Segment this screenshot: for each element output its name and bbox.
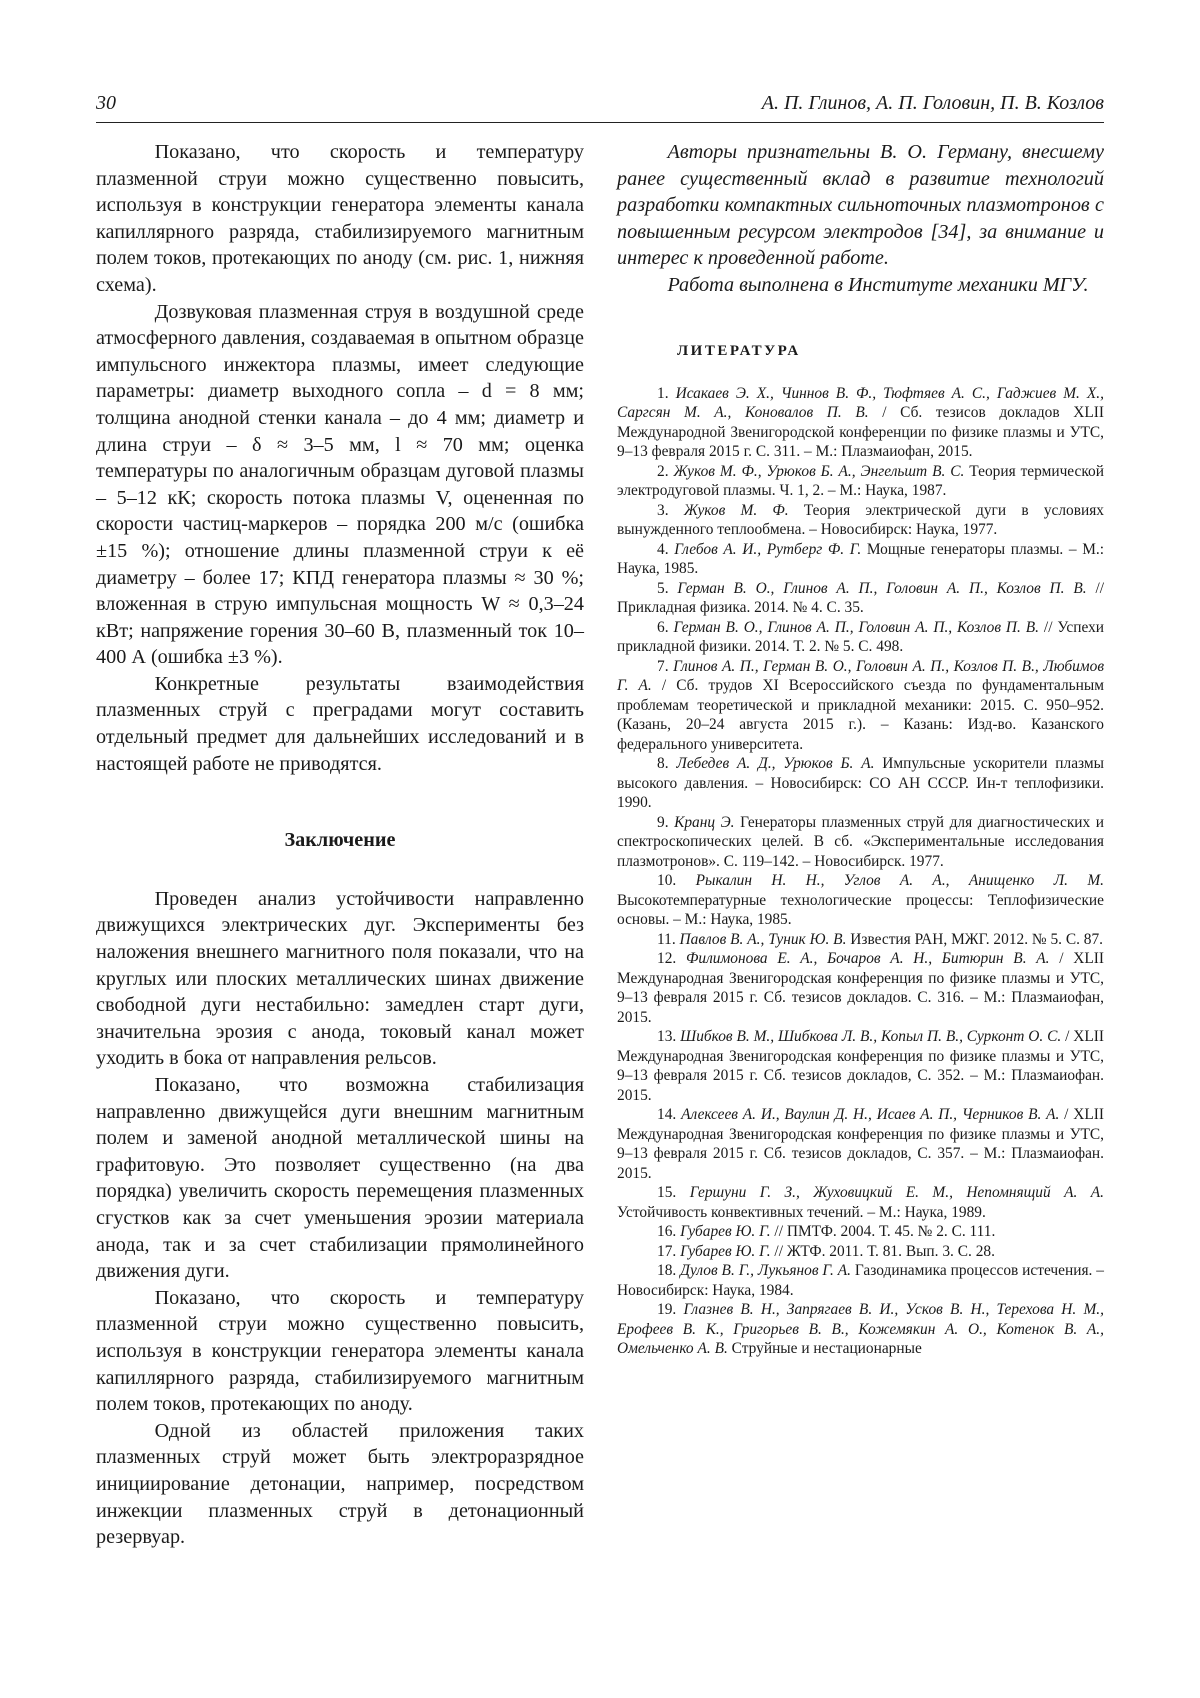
reference-text: Мощные генераторы плазмы. – М.: Наука, 1985. bbox=[617, 540, 1105, 578]
reference-number: 13. bbox=[657, 1028, 681, 1046]
reference-number: 5. bbox=[657, 579, 678, 597]
reference-number: 3. bbox=[657, 501, 684, 519]
reference-authors: Глебов А. И., Рутберг Ф. Г. bbox=[674, 540, 862, 558]
reference-item bbox=[617, 501, 1104, 540]
reference-authors: Исакаев Э. Х., Чиннов В. Ф., Тюфтяев А. С., Гаджиев М. Х., Саргсян М. А., Коновалов П. В. bbox=[617, 384, 1105, 422]
reference-text: // ЖТФ. 2011. Т. 81. Вып. 3. С. 28. bbox=[770, 1242, 995, 1260]
reference-item bbox=[617, 1183, 1104, 1222]
reference-authors: Жуков М. Ф. bbox=[683, 501, 789, 519]
reference-text: Струйные и нестационарные bbox=[727, 1340, 922, 1358]
reference-item bbox=[617, 1242, 1104, 1262]
reference-text: // Прикладная физика. 2014. № 4. С. 35. bbox=[617, 579, 1104, 617]
reference-authors: Глинов А. П., Герман В. О., Головин А. П., Козлов П. В., Любимов Г. А. bbox=[617, 657, 1105, 695]
right-column bbox=[617, 139, 1104, 1359]
reference-number: 16. bbox=[657, 1223, 681, 1241]
reference-number: 7. bbox=[657, 657, 674, 675]
reference-item bbox=[617, 462, 1104, 501]
reference-text: // ПМТФ. 2004. Т. 45. № 2. С. 111. bbox=[770, 1223, 996, 1241]
reference-number: 9. bbox=[657, 813, 675, 831]
reference-item bbox=[617, 754, 1104, 813]
reference-number: 1. bbox=[657, 384, 676, 402]
reference-authors: Губарев Ю. Г. bbox=[680, 1242, 771, 1260]
running-head-authors: А. П. Глинов, А. П. Головин, П. В. Козлов bbox=[761, 92, 1104, 114]
reference-authors: Глазнев В. Н., Запрягаев В. И., Усков В. Н., Терехова Н. М., Ерофеев В. К., Григорьев В. В., Кожемякин А. О., Котенок В. А., Омельченко А. В. bbox=[617, 1301, 1104, 1358]
reference-text: / Сб. тезисов докладов XLII Международной Звенигородской конференции по физике плазмы и УТС, 9–13 февраля 2015 г. С. 311. – М.: Плазмаиофан, 2015. bbox=[617, 404, 1105, 461]
reference-number: 10. bbox=[657, 872, 696, 890]
reference-authors: Герман В. О., Глинов А. П., Головин А. П., Козлов П. В. bbox=[677, 579, 1087, 597]
reference-authors: Губарев Ю. Г. bbox=[680, 1223, 771, 1241]
reference-item bbox=[617, 1027, 1104, 1105]
page-number: 30 bbox=[96, 92, 116, 114]
paragraph: Проведен анализ устойчивости направленно движущихся электрических дуг. Эксперименты без наложения внешнего магнитного поля показали, что на круглых или плоских металлических шинах движение свободной дуги нестабильно: замедлен старт дуги, значительна эрозия с анода, токовый канал может уходить в бока от направления рельсов. bbox=[96, 887, 584, 1070]
reference-authors: Кранц Э. bbox=[674, 813, 735, 831]
reference-authors: Дулов В. Г., Лукьянов Г. А. bbox=[680, 1262, 852, 1280]
reference-item bbox=[617, 1300, 1104, 1359]
reference-text: Газодинамика процессов истечения. – Новосибирск: Наука, 1984. bbox=[617, 1262, 1104, 1299]
reference-item bbox=[617, 540, 1104, 579]
reference-text: Теория электрической дуги в условиях вынужденного теплообмена. – Новосибирск: Наука, 1977. bbox=[617, 501, 1105, 539]
reference-number: 15. bbox=[657, 1184, 690, 1202]
reference-text: / XLII Международная Звенигородская конференция по физике плазмы и УТС, 9–13 февраля 2015 г. Сб. тезисов докладов. С. 316. – М.: Плазмаиофан, 2015. bbox=[617, 950, 1104, 1026]
reference-item bbox=[617, 618, 1104, 657]
reference-item bbox=[617, 871, 1104, 930]
reference-authors: Алексеев А. И., Ваулин Д. Н., Исаев А. П., Черников В. А. bbox=[681, 1106, 1060, 1124]
reference-item bbox=[617, 657, 1104, 755]
reference-item bbox=[617, 579, 1104, 618]
reference-authors: Жуков М. Ф., Урюков Б. А., Энгельшт В. С. bbox=[673, 462, 965, 480]
reference-number: 8. bbox=[657, 755, 677, 773]
reference-authors: Павлов В. А., Туник Ю. В. bbox=[679, 930, 847, 948]
reference-text: / Сб. трудов XI Всероссийского съезда по фундаментальным проблемам теоретической и прикладной механики: 2015. С. 950–952. (Казань, 20–24 августа 2015 г.). – Казань: Изд-во. Казанского федерального университета. bbox=[617, 677, 1104, 753]
reference-text: Импульсные ускорители плазмы высокого давления. – Новосибирск: СО АН СССР. Ин-т теплофизики. 1990. bbox=[617, 755, 1104, 812]
reference-text: Известия РАН, МЖГ. 2012. № 5. С. 87. bbox=[846, 930, 1104, 948]
paragraph: Показано, что скорость и температуру плазменной струи можно существенно повысить, используя в конструкции генератора элементы канала капиллярного разряда, стабилизируемого магнитным полем токов, протекающих по аноду. bbox=[96, 1286, 584, 1416]
reference-text: Генераторы плазменных струй для диагностических и спектроскопических целей. В сб. «Экспериментальные исследования плазмотронов». С. 119–142. – Новосибирск. 1977. bbox=[617, 813, 1105, 870]
reference-number: 12. bbox=[657, 950, 686, 968]
references-title: ЛИТЕРАТУРА bbox=[677, 342, 801, 359]
paragraph: Дозвуковая плазменная струя в воздушной среде атмосферного давления, создаваемая в опытном образце импульсного инжектора плазмы, имеет следующие параметры: диаметр выходного сопла – d = 8 мм; толщина анодной стенки канала – до 4 мм; диаметр и длина струи – δ ≈ 3–5 мм, l ≈ 70 мм; оценка температуры по аналогичным образцам дуговой плазмы – 5–12 кК; скорость потока плазмы V, оцененная по скорости частиц-маркеров – порядка 200 м/с (ошибка ±15 %); отношение длины плазменной струи к её диаметру – более 17; КПД генератора плазмы ≈ 30 %; вложенная в струю импульсная мощность W ≈ 0,3–24 кВт; напряжение горения 30–60 В, плазменный ток 10–400 А (ошибка ±3 %). bbox=[96, 300, 584, 669]
reference-item bbox=[617, 1261, 1104, 1300]
reference-item bbox=[617, 1222, 1104, 1242]
reference-authors: Гершуни Г. З., Жуховицкий Е. М., Непомнящий А. А. bbox=[689, 1184, 1104, 1202]
reference-text: Теория термической электродуговой плазмы. Ч. 1, 2. – М.: Наука, 1987. bbox=[617, 462, 1104, 500]
reference-text: / XLII Международная Звенигородская конференция по физике плазмы и УТС, 9–13 февраля 2015 г. Сб. тезисов докладов, С. 352. – М.: Плазмаиофан. 2015. bbox=[617, 1028, 1104, 1104]
reference-authors: Филимонова Е. А., Бочаров А. Н., Битюрин В. А. bbox=[686, 950, 1050, 968]
reference-item bbox=[617, 1105, 1104, 1183]
reference-number: 11. bbox=[657, 930, 680, 948]
left-column bbox=[96, 139, 584, 1551]
reference-authors: Рыкалин Н. Н., Углов А. А., Анищенко Л. М. bbox=[695, 872, 1104, 890]
reference-text: // Успехи прикладной физики. 2014. Т. 2. № 5. С. 498. bbox=[617, 618, 1105, 656]
reference-item bbox=[617, 384, 1104, 462]
reference-item bbox=[617, 813, 1104, 872]
reference-text: Высокотемпературные технологические процессы: Теплофизические основы. – М.: Наука, 1985. bbox=[617, 891, 1104, 929]
paragraph: Показано, что возможна стабилизация направленно движущейся дуги внешним магнитным полем и заменой анодной металлической шины на графитовую. Это позволяет существенно (на два порядка) увеличить скорость перемещения плазменных сгустков как за счет уменьшения эрозии материала анода, так и за счет стабилизации прямолинейного движения дуги. bbox=[96, 1074, 584, 1283]
reference-number: 2. bbox=[657, 462, 674, 480]
page-header bbox=[96, 92, 1104, 123]
paragraph: Показано, что скорость и температуру плазменной струи можно существенно повысить, используя в конструкции генератора элементы канала капиллярного разряда, стабилизируемого магнитным полем токов, протекающих по аноду (см. рис. 1, нижняя схема). bbox=[96, 141, 584, 296]
reference-text: Устойчивость конвективных течений. – М.: Наука, 1989. bbox=[617, 1203, 986, 1221]
reference-number: 14. bbox=[657, 1106, 682, 1124]
reference-item bbox=[617, 930, 1104, 950]
reference-number: 18. bbox=[657, 1262, 681, 1280]
reference-number: 4. bbox=[657, 540, 675, 558]
reference-authors: Лебедев А. Д., Урюков Б. А. bbox=[676, 755, 875, 773]
paragraph: Конкретные результаты взаимодействия плазменных струй с преградами могут составить отдельный предмет для дальнейших исследований и в настоящей работе не приводятся. bbox=[96, 672, 584, 775]
reference-list bbox=[617, 384, 1104, 1359]
reference-authors: Герман В. О., Глинов А. П., Головин А. П., Козлов П. В. bbox=[673, 618, 1040, 636]
paragraph: Одной из областей приложения таких плазменных струй может быть электроразрядное инициирование детонации, например, посредством инжекции плазменных струй в детонационный резервуар. bbox=[96, 1419, 584, 1549]
reference-authors: Шибков В. М., Шибкова Л. В., Копыл П. В., Сурконт О. С. bbox=[680, 1028, 1062, 1046]
acknowledgement: Авторы признательны В. О. Герману, внесшему ранее существенный вклад в развитие технологий разработки компактных сильноточных плазмотронов с повышенным ресурсом электродов [34], за внимание и интерес к проведенной работе. bbox=[617, 141, 1104, 270]
section-heading-conclusion: Заключение bbox=[284, 829, 396, 852]
reference-item bbox=[617, 949, 1104, 1027]
acknowledgement-institution: Работа выполнена в Институте механики МГУ. bbox=[667, 273, 1089, 296]
reference-number: 17. bbox=[657, 1242, 681, 1260]
reference-text: / XLII Международная Звенигородская конференция по физике плазмы и УТС, 9–13 февраля 2015 г. Сб. тезисов докладов, С. 357. – М.: Плазмаиофан. 2015. bbox=[617, 1106, 1104, 1182]
reference-number: 6. bbox=[657, 618, 674, 636]
reference-number: 19. bbox=[657, 1301, 684, 1319]
